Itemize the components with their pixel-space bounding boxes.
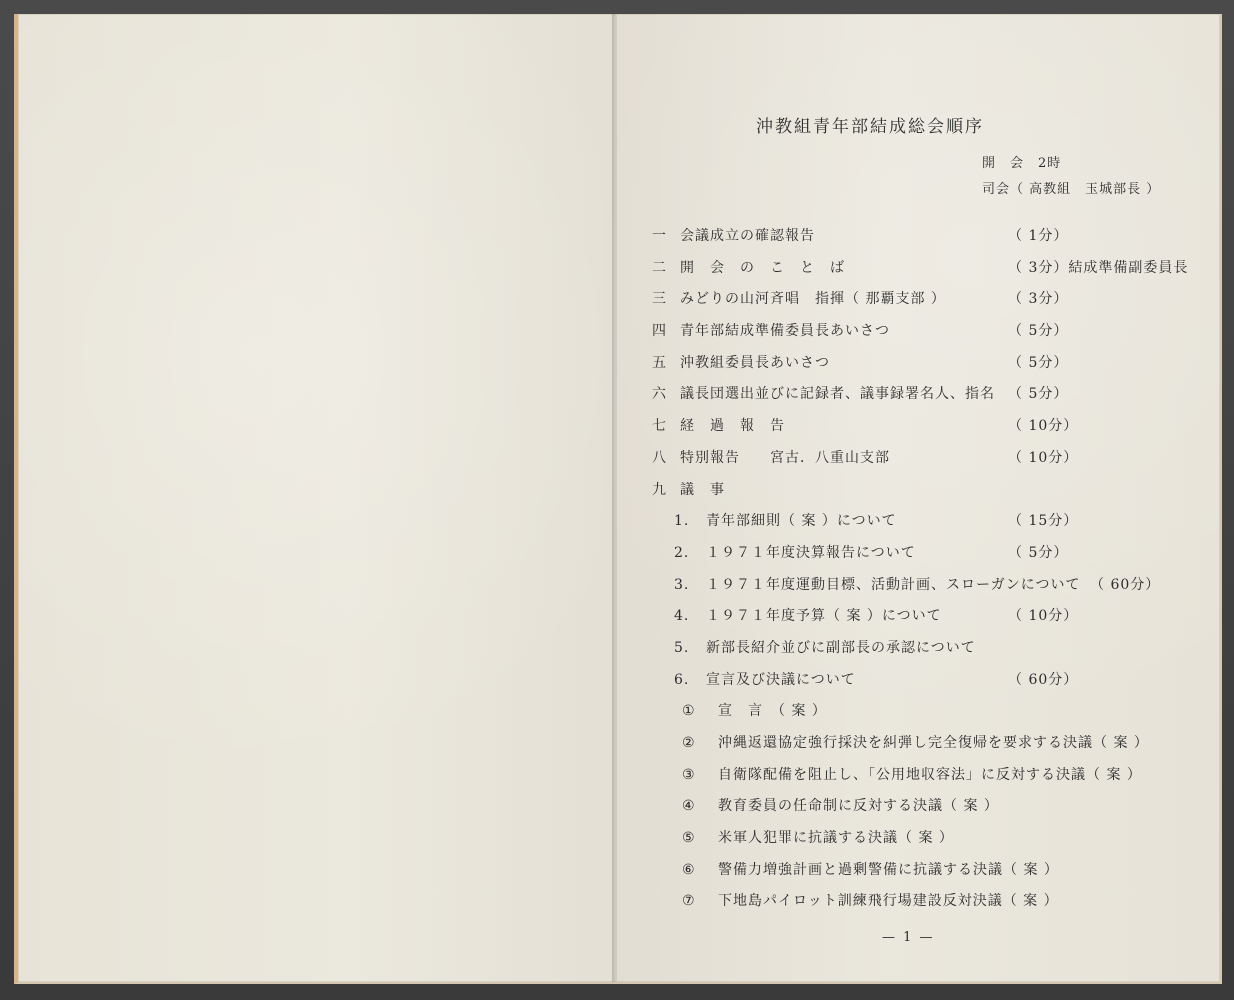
agenda-item-6 bbox=[652, 384, 1212, 416]
subitem-duration: （ 5分） bbox=[1008, 544, 1069, 561]
item-text: みどりの山河斉唱 指揮（ 那覇支部 ） bbox=[680, 291, 946, 308]
agenda-item-3 bbox=[652, 289, 1212, 321]
resolution-item-2 bbox=[652, 733, 1212, 765]
resolution-text: 下地島パイロット訓練飛行場建設反対決議（ 案 ） bbox=[718, 893, 1059, 910]
item-text: 議 事 bbox=[680, 481, 725, 498]
resolution-text: 沖縄返還協定強行採決を糾弾し完全復帰を要求する決議（ 案 ） bbox=[718, 735, 1149, 751]
subitem-text: １９７１年度決算報告について bbox=[706, 544, 916, 561]
item-duration: （ 3分） bbox=[1008, 291, 1069, 308]
resolution-item-5 bbox=[652, 828, 1212, 860]
agenda-item-5 bbox=[652, 353, 1212, 385]
resolution-item-7 bbox=[652, 891, 1212, 923]
resolution-number: ④ bbox=[682, 798, 696, 815]
item-duration: （ 5分） bbox=[1008, 354, 1069, 371]
subitem-text: 青年部細則（ 案 ）について bbox=[706, 513, 897, 530]
agenda-item-2 bbox=[652, 258, 1212, 290]
subitem-text: １９７１年度予算（ 案 ）について bbox=[706, 608, 942, 625]
item-number: 三 bbox=[652, 291, 667, 308]
resolution-text: 警備力増強計画と過剰警備に抗議する決議（ 案 ） bbox=[718, 861, 1059, 878]
agenda-item-4 bbox=[652, 321, 1212, 353]
agenda-item-9 bbox=[652, 480, 1212, 512]
item-text: 特別報告 宮古．八重山支部 bbox=[680, 449, 890, 466]
document-title: 沖教組青年部結成総会順序 bbox=[756, 117, 984, 137]
agenda-subitem-2 bbox=[652, 543, 1212, 575]
item-number: 九 bbox=[652, 481, 667, 498]
item-duration: （ 5分） bbox=[1008, 386, 1069, 403]
subitem-number: 3. bbox=[674, 576, 690, 593]
resolution-number: ② bbox=[682, 735, 696, 751]
resolution-text: 教育委員の任命制に反対する決議（ 案 ） bbox=[718, 798, 999, 815]
subitem-duration: （ 10分） bbox=[1008, 608, 1079, 625]
subitem-duration: （ 60分） bbox=[1008, 671, 1079, 688]
agenda-subitem-5 bbox=[652, 638, 1212, 670]
agenda-item-8 bbox=[652, 448, 1212, 480]
resolution-number: ⑤ bbox=[682, 830, 696, 847]
resolution-number: ⑥ bbox=[682, 861, 696, 878]
item-number: 六 bbox=[652, 386, 667, 403]
item-text: 会議成立の確認報告 bbox=[680, 228, 815, 244]
resolution-text: 米軍人犯罪に抗議する決議（ 案 ） bbox=[718, 830, 954, 847]
item-duration: （ 5分） bbox=[1008, 323, 1069, 340]
item-duration: （ 10分） bbox=[1008, 449, 1079, 466]
item-number: 八 bbox=[652, 449, 667, 466]
item-number: 一 bbox=[652, 228, 667, 244]
subitem-text: 新部長紹介並びに副部長の承認について bbox=[706, 639, 976, 656]
subitem-text: 宣言及び決議について bbox=[706, 671, 856, 688]
subitem-number: 5. bbox=[674, 639, 690, 656]
item-text: 青年部結成準備委員長あいさつ bbox=[680, 323, 890, 340]
subitem-number: 1. bbox=[674, 513, 690, 530]
resolution-text: 宣 言 （ 案 ） bbox=[718, 703, 827, 720]
item-number: 五 bbox=[652, 354, 667, 371]
agenda-subitem-4 bbox=[652, 606, 1212, 638]
opening-time: 開 会 2時 bbox=[982, 156, 1062, 171]
resolution-item-1 bbox=[652, 701, 1212, 733]
subitem-number: 6. bbox=[674, 671, 690, 688]
item-text: 経 過 報 告 bbox=[680, 418, 785, 435]
item-text: 議長団選出並びに記録者、議事録署名人、指名 bbox=[680, 386, 995, 403]
item-text: 開 会 の こ と ば bbox=[680, 259, 845, 276]
resolution-text: 自衛隊配備を阻止し、「公用地収容法」に反対する決議（ 案 ） bbox=[718, 766, 1142, 783]
subitem-duration: （ 60分） bbox=[1090, 576, 1161, 593]
item-duration: （ 1分） bbox=[1008, 228, 1069, 244]
item-duration: （ 10分） bbox=[1008, 418, 1079, 435]
moderator: 司会（ 高教組 玉城部長 ） bbox=[982, 182, 1161, 197]
resolution-item-4 bbox=[652, 796, 1212, 828]
item-duration: （ 3分）結成準備副委員長 bbox=[1008, 259, 1189, 276]
item-number: 七 bbox=[652, 418, 667, 435]
subitem-duration: （ 15分） bbox=[1008, 513, 1079, 530]
page-content bbox=[616, 14, 1220, 982]
agenda-subitem-1 bbox=[652, 511, 1212, 543]
resolution-item-6 bbox=[652, 860, 1212, 892]
agenda-subitem-6 bbox=[652, 670, 1212, 702]
subitem-number: 2. bbox=[674, 544, 690, 561]
agenda-item-1 bbox=[652, 226, 1212, 258]
resolution-number: ① bbox=[682, 703, 696, 720]
agenda-subitem-3 bbox=[652, 575, 1212, 607]
resolution-number: ③ bbox=[682, 766, 696, 783]
left-page-blank bbox=[14, 14, 624, 984]
item-text: 沖教組委員長あいさつ bbox=[680, 354, 830, 371]
agenda-list bbox=[652, 226, 1212, 923]
meeting-info bbox=[982, 152, 1160, 204]
resolution-number: ⑦ bbox=[682, 893, 696, 910]
right-page bbox=[616, 14, 1222, 984]
subitem-number: 4. bbox=[674, 608, 690, 625]
item-number: 二 bbox=[652, 259, 667, 276]
item-number: 四 bbox=[652, 323, 667, 340]
subitem-text: １９７１年度運動目標、活動計画、スローガンについて bbox=[706, 576, 1081, 593]
agenda-item-7 bbox=[652, 416, 1212, 448]
resolution-item-3 bbox=[652, 765, 1212, 797]
page-number: — 1 — bbox=[882, 930, 935, 945]
